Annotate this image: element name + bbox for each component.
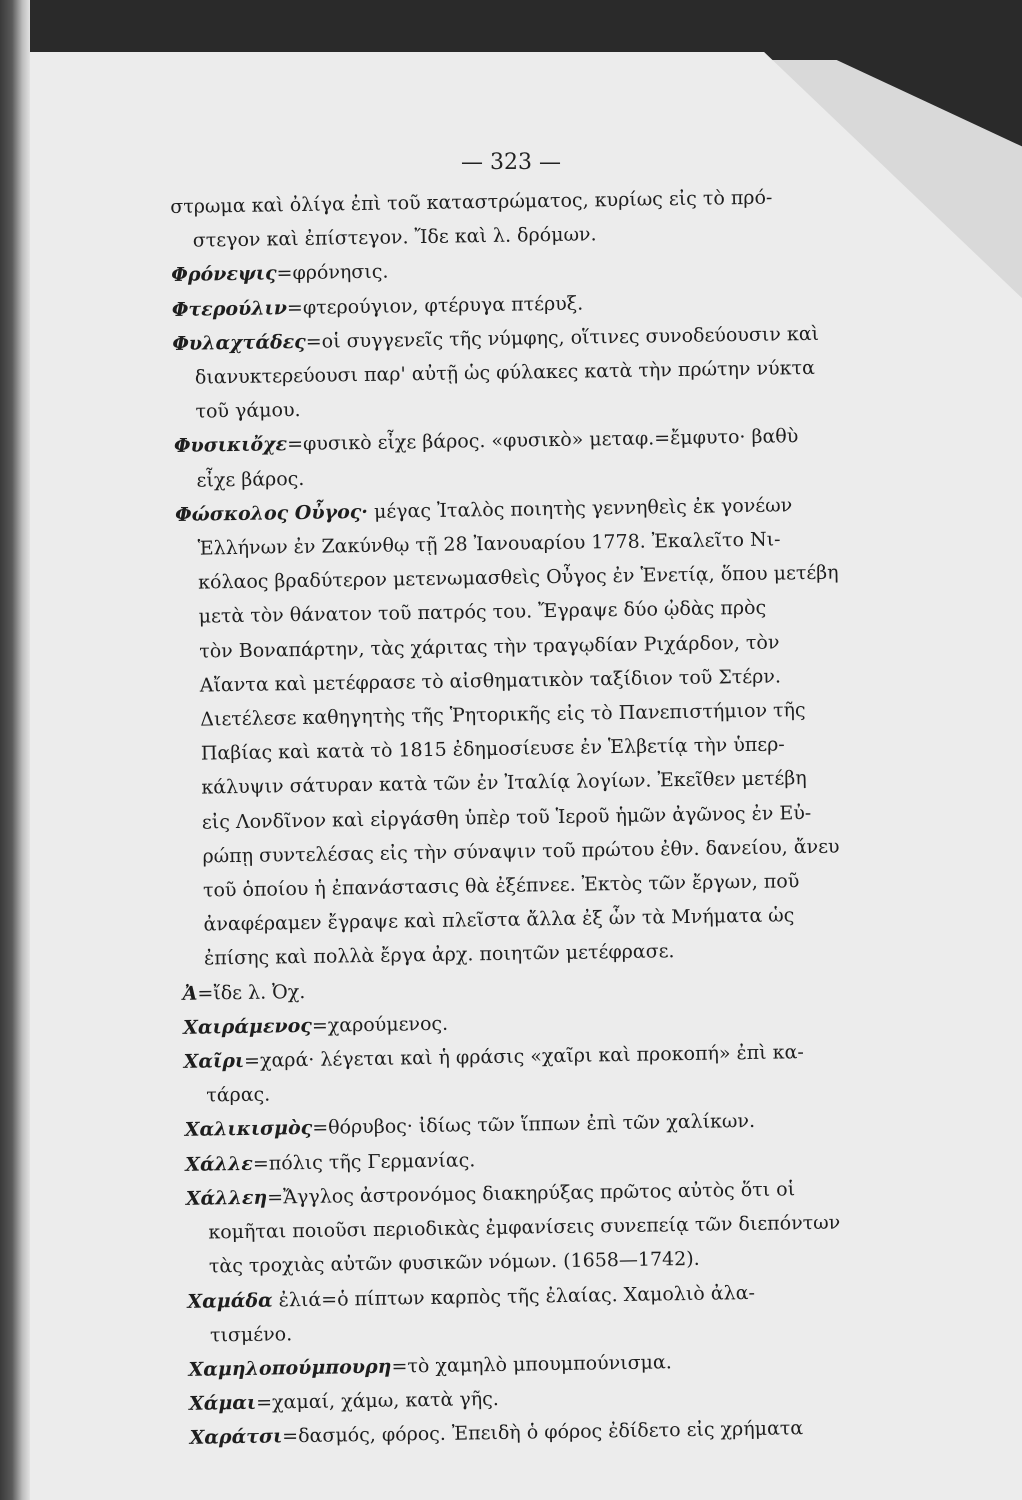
text-line: Αἴαντα καὶ μετέφρασε τὸ αἰσθηματικὸν ταξίδιον τοῦ Στέρν.: [199, 665, 782, 697]
text-line: εἶχε βάρος.: [196, 467, 305, 492]
entry-definition: μέγας Ἰταλὸς ποιητὴς γεννηθεὶς ἐκ γονέων: [367, 494, 793, 523]
entry-headword: Χαμηλοπούμπουρη: [188, 1355, 392, 1381]
entry-headword: Ἀ: [182, 982, 198, 1005]
text-line: τάρας.: [206, 1083, 271, 1107]
text-line: εἰς Λονδῖνον καὶ εἰργάσθη ὑπὲρ τοῦ Ἱεροῦ ἡμῶν ἀγῶνος ἐν Εὐ-: [201, 801, 812, 834]
text-line: Ἑλλήνων ἐν Ζακύνθῳ τῇ 28 Ἰανουαρίου 1778. Ἐκαλεῖτο Νι-: [197, 528, 781, 560]
text-line: μετὰ τὸν θάνατον τοῦ πατρός του. Ἔγραψε δύο ᾠδὰς πρὸς: [198, 597, 767, 629]
entry-headword: Φυσικιὄχε: [173, 433, 288, 458]
text-line: κάλυψιν σάτυραν κατὰ τῶν ἐν Ἰταλίᾳ λογίων. Ἐκεῖθεν μετέβη: [201, 767, 807, 800]
entry-headword: Χαμάδα: [187, 1289, 273, 1313]
entry-headword: Χαράτσι: [189, 1425, 283, 1450]
text-line: τὰς τροχιὰς αὐτῶν φυσικῶν νόμων. (1658—1742).: [208, 1248, 700, 1278]
text-line: τοῦ ὁποίου ἡ ἐπανάστασις θὰ ἐξέπνεε. Ἐκτὸς τῶν ἔργων, ποῦ: [202, 870, 800, 902]
entry-fysikioche: [174, 419, 860, 498]
entry-challei: [186, 1171, 873, 1284]
entry-headword: Χαλικισμὸς: [184, 1117, 313, 1142]
entry-headword: Χαιράμενος: [182, 1014, 313, 1039]
entry-definition: ἐλιά=ὁ πίπτων καρπὸς τῆς ἐλαίας. Χαμολιὸ ἀλα-: [272, 1281, 756, 1312]
entry-headword: Χαῖρι: [183, 1050, 245, 1073]
text-line: ἀναφέραμεν ἔγραψε καὶ πλεῖστα ἄλλα ἐξ ὧν τὰ Μνήματα ὡς: [203, 904, 795, 936]
entry-definition: =ἴδε λ. Ὀχ.: [197, 980, 306, 1005]
entry-headword: Φτερούλιν: [171, 296, 288, 321]
entry-fylachtades: [172, 316, 859, 429]
entry-headword: Χάλλεη: [185, 1186, 268, 1210]
text-line: τισμένο.: [209, 1322, 293, 1347]
text-line: Παβίας καὶ κατὰ τὸ 1815 ἐδημοσίευσε ἐν Ἑλβετίᾳ τὴν ὑπερ-: [200, 733, 785, 765]
text-line: διανυκτερεύουσι παρ' αὐτῇ ὡς φύλακες κατὰ τὴν πρώτην νύκτα: [194, 356, 815, 389]
text-line: στεγον καὶ ἐπίστεγον. Ἴδε καὶ λ. δρόμων.: [192, 223, 597, 252]
text-line: ρώπῃ συντελέσας εἰς τὴν σύναψιν τοῦ πρώτου ἐθν. δανείου, ἄνευ: [202, 835, 840, 868]
text-line: Διετέλεσε καθηγητὴς τῆς Ῥητορικῆς εἰς τὸ Πανεπιστήμιον τῆς: [200, 699, 806, 731]
entry-definition: =δασμός, φόρος. Ἐπειδὴ ὁ φόρος ἐδίδετο εἰς χρήματα: [282, 1417, 804, 1448]
entry-definition: =φυσικὸ εἶχε βάρος. «φυσικὸ» μεταφ.=ἔμφυτο· βαθὺ: [286, 425, 799, 456]
text-line: κόλαος βραδύτερον μετενωμασθεὶς Οὖγος ἐν Ἑνετίᾳ, ὅπου μετέβη: [198, 561, 839, 594]
entry-definition: =θόρυβος· ἰδίως τῶν ἵππων ἐπὶ τῶν χαλίκων.: [312, 1110, 756, 1140]
entry-definition: =πόλις τῆς Γερμανίας.: [252, 1149, 476, 1175]
entry-headword: Χάμαι: [188, 1391, 257, 1415]
entry-definition: =φτερούγιον, φτέρυγα πτέρυξ.: [286, 292, 584, 319]
entry-definition: =χαρούμενος.: [311, 1012, 449, 1037]
entry-definition: =χαρά· λέγεται καὶ ἡ φράσις «χαῖρι καὶ προκοπή» ἐπὶ κα-: [243, 1041, 804, 1073]
entry-continuation: [170, 179, 856, 258]
entry-definition: =Ἄγγλος ἀστρονόμος διακηρύξας πρῶτος αὐτὸς ὅτι οἱ: [267, 1178, 796, 1209]
text-line: τοῦ γάμου.: [195, 399, 301, 423]
dictionary-text: [170, 179, 875, 1455]
entry-definition: =οἱ συγγενεῖς τῆς νύμφης, οἵτινες συνοδεύουσιν καὶ: [305, 322, 820, 353]
entry-foskolos: [175, 487, 867, 977]
text-line: στρωμα καὶ ὀλίγα ἐπὶ τοῦ καταστρώματος, κυρίως εἰς τὸ πρό-: [170, 186, 773, 218]
entry-definition: =χαμαί, χάμω, κατὰ γῆς.: [255, 1388, 500, 1414]
entry-definition: =φρόνησις.: [276, 260, 389, 285]
entry-headword: Χάλλε: [185, 1152, 254, 1176]
entry-chairi: [183, 1034, 869, 1113]
entry-headword: Φυλαχτάδες: [172, 330, 306, 355]
entry-headword: Φώσκολος Οὖγος·: [174, 500, 369, 526]
entry-definition: =τὸ χαμηλὸ μπουμπούνισμα.: [391, 1351, 672, 1378]
text-line: τὸν Βοναπάρτην, τὰς χάριτας τὴν τραγῳδίαν Ριχάρδον, τὸν: [199, 631, 780, 663]
text-line: ἐπίσης καὶ πολλὰ ἔργα ἀρχ. ποιητῶν μετέφρασε.: [203, 940, 675, 971]
entry-headword: Φρόνεψις: [171, 262, 277, 287]
book-spine: [0, 0, 30, 1500]
entry-chamada: [187, 1274, 873, 1353]
text-line: κομῆται ποιοῦσι περιοδικὰς ἐμφανίσεις συνεπείᾳ τῶν διεπόντων: [208, 1211, 841, 1244]
page-number: — 323 —: [461, 150, 561, 175]
